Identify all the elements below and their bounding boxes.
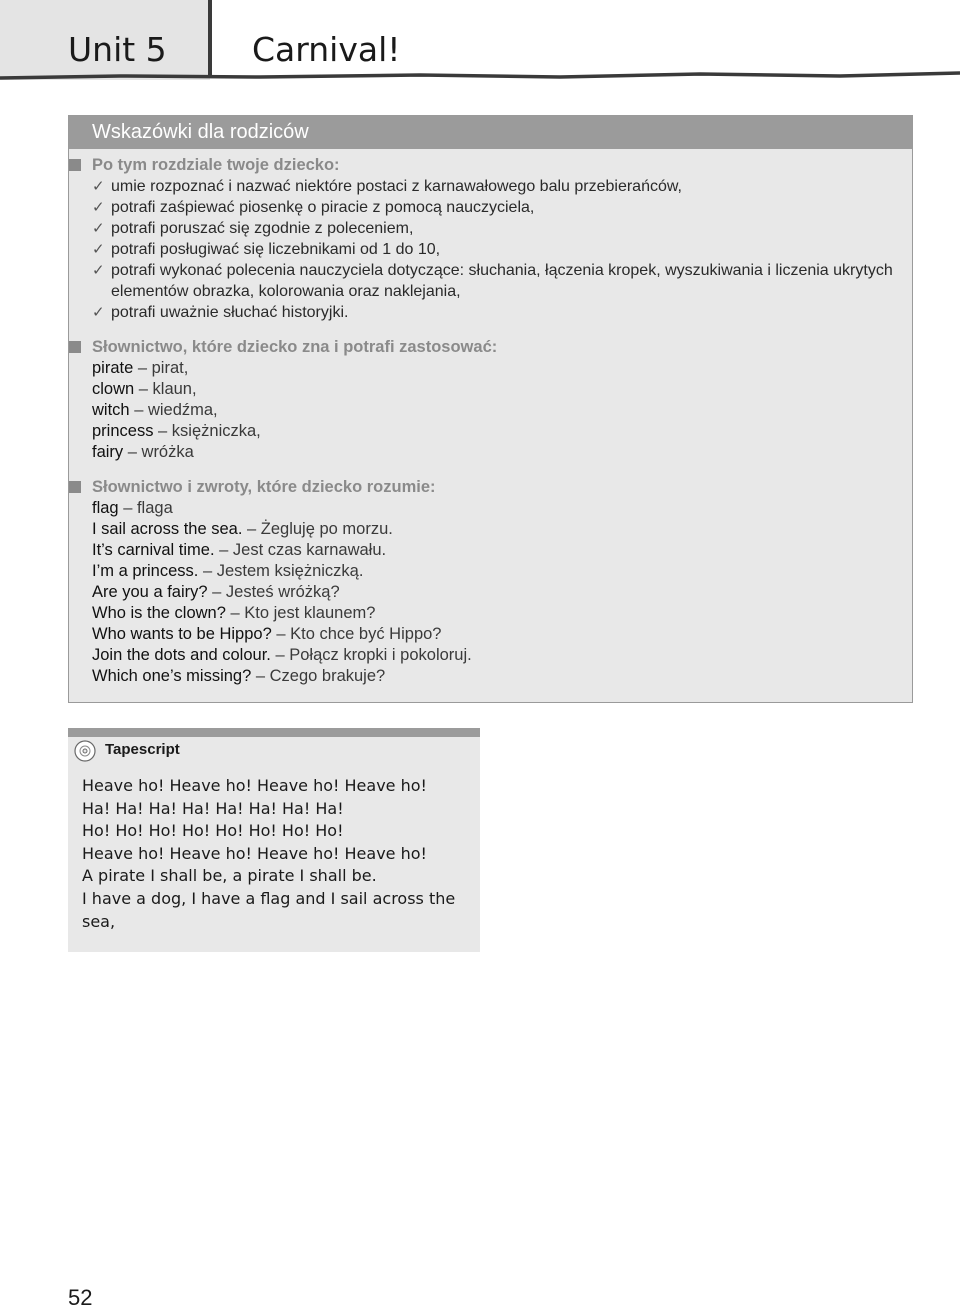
vocab-item: fairy – wróżka <box>92 443 194 461</box>
tapescript-line: A pirate I shall be, a pirate I shall be. <box>82 866 377 886</box>
square-bullet-icon <box>69 341 81 353</box>
phrase-item: Are you a fairy? – Jesteś wróżką? <box>92 583 340 601</box>
tips-body <box>69 149 912 687</box>
vocab-item: pirate – pirat, <box>92 359 189 377</box>
cd-icon <box>74 740 96 762</box>
skill-item: ✓ potrafi wykonać polecenia nauczyciela dotyczące: słuchania, łączenia kropek, wyszukiwania i liczenia ukrytych elementów obrazka, kolorowania oraz naklejania, <box>92 262 893 300</box>
page-number: 52 <box>68 1285 93 1310</box>
passive-vocab-heading: Słownictwo i zwroty, które dziecko rozumie: <box>92 478 436 496</box>
tapescript-line: Ha! Ha! Ha! Ha! Ha! Ha! Ha! Ha! <box>82 798 344 818</box>
skills-heading: Po tym rozdziale twoje dziecko: <box>92 156 340 174</box>
unit-label: Unit 5 <box>68 30 167 69</box>
tapescript-box <box>68 728 480 952</box>
checkmark-icon: ✓ <box>92 220 105 237</box>
tapescript-lines <box>82 775 474 933</box>
tapescript-line: Heave ho! Heave ho! Heave ho! Heave ho! <box>82 776 427 795</box>
skill-item: ✓ potrafi uważnie słuchać historyjki. <box>92 304 349 321</box>
parents-tips-box <box>68 115 913 703</box>
square-bullet-icon <box>69 159 81 171</box>
tapescript-line: Heave ho! Heave ho! Heave ho! Heave ho! <box>82 843 427 863</box>
tapescript-line: I have a dog, I have a flag and I sail across the sea, <box>82 888 456 931</box>
checkmark-icon: ✓ <box>92 262 105 279</box>
skill-item: ✓ potrafi posługiwać się liczebnikami od 1 do 10, <box>92 241 441 258</box>
phrase-item: Who wants to be Hippo? – Kto chce być Hippo? <box>92 625 442 643</box>
phrase-item: Join the dots and colour. – Połącz kropki i pokoloruj. <box>92 646 472 664</box>
phrase-item: Which one’s missing? – Czego brakuje? <box>92 667 386 685</box>
square-bullet-icon <box>69 481 81 493</box>
phrase-item: It’s carnival time. – Jest czas karnawału. <box>92 541 387 559</box>
checkmark-icon: ✓ <box>92 241 105 258</box>
tips-heading: Wskazówki dla rodziców <box>69 116 912 149</box>
checkmark-icon: ✓ <box>92 304 105 321</box>
checkmark-icon: ✓ <box>92 199 105 216</box>
phrase-item: I sail across the sea. – Żegluję po morzu. <box>92 520 393 538</box>
checkmark-icon: ✓ <box>92 178 105 195</box>
vocab-item: witch – wiedźma, <box>92 401 218 419</box>
phrase-item: I’m a princess. – Jestem księżniczką. <box>92 562 364 580</box>
passive-vocab-section <box>92 477 912 687</box>
tapescript-line: Ho! Ho! Ho! Ho! Ho! Ho! Ho! Ho! <box>82 821 344 841</box>
page-title: Carnival! <box>252 30 401 69</box>
phrase-item: flag – flaga <box>92 499 173 517</box>
skills-section <box>92 155 912 323</box>
skill-item: ✓ umie rozpoznać i nazwać niektóre postaci z karnawałowego balu przebierańców, <box>92 178 682 195</box>
vocab-item: clown – klaun, <box>92 380 197 398</box>
skills-list <box>92 176 912 323</box>
active-vocab-heading: Słownictwo, które dziecko zna i potrafi zastosować: <box>92 338 498 356</box>
skill-item: ✓ potrafi zaśpiewać piosenkę o piracie z pomocą nauczyciela, <box>92 199 535 216</box>
tapescript-title: Tapescript <box>105 741 180 758</box>
active-vocab-section <box>92 337 912 463</box>
phrase-item: Who is the clown? – Kto jest klaunem? <box>92 604 376 622</box>
tapescript-top-bar <box>68 728 480 737</box>
skill-item: ✓ potrafi poruszać się zgodnie z poleceniem, <box>92 220 414 237</box>
vocab-item: princess – księżniczka, <box>92 422 261 440</box>
